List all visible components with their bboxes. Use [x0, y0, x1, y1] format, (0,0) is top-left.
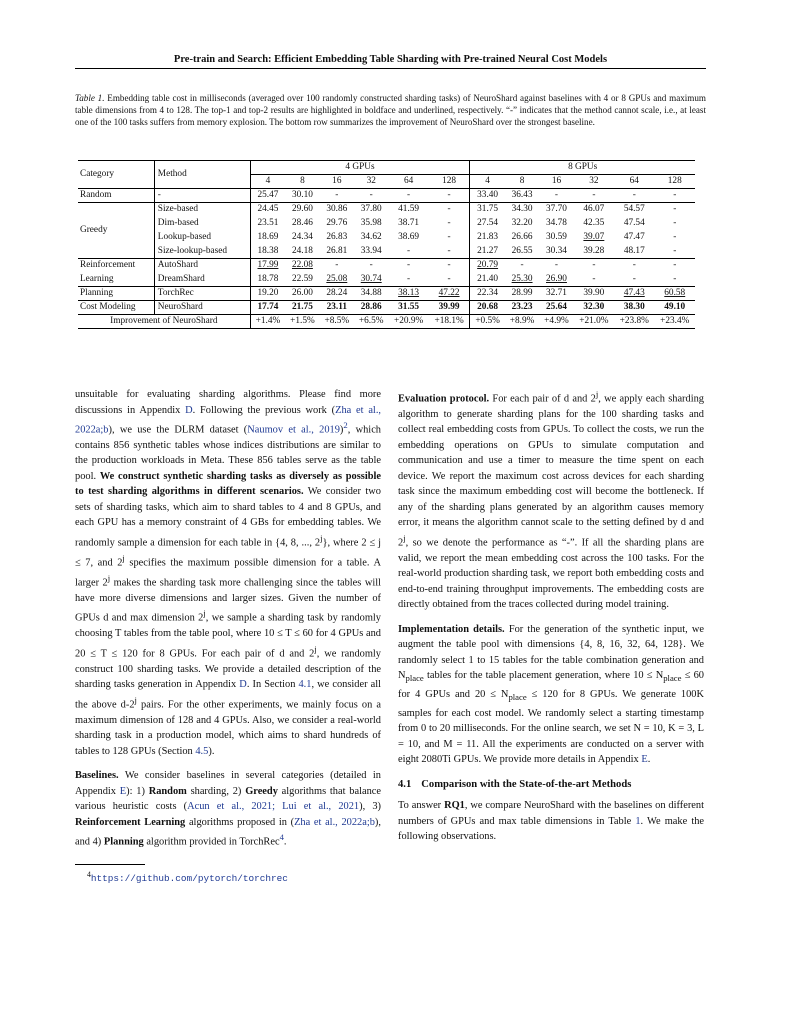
cost-cell: 29.76 — [326, 218, 348, 229]
header-dim: 8 — [300, 176, 305, 187]
torchrec-url-link[interactable]: https://github.com/pytorch/torchrec — [90, 873, 288, 885]
cost-cell: - — [554, 260, 559, 271]
cost-cell: 30.59 — [546, 232, 567, 243]
cost-cell: - — [554, 190, 559, 201]
cost-cell: 22.34 — [470, 287, 505, 301]
cost-cell: 17.99 — [250, 259, 285, 273]
table-label: Table 1. — [75, 93, 105, 103]
section-heading-4-1: 4.1 Comparison with the State-of-the-art Methods — [398, 778, 632, 790]
appendix-d-link[interactable]: D — [185, 404, 193, 416]
left-column — [75, 387, 381, 885]
cost-cell: 37.70 — [546, 204, 567, 215]
header-dim: 128 — [442, 176, 457, 187]
cost-cell: - — [592, 260, 596, 271]
improvement-cell: +1.5% — [290, 316, 315, 327]
cost-cell: - — [369, 190, 373, 201]
cost-cell: 48.17 — [623, 245, 645, 256]
citation-zha-link-2[interactable]: Zha et al., 2022a;b — [294, 816, 375, 828]
row-method: AutoShard — [154, 259, 250, 273]
header-dim: 16 — [332, 176, 342, 187]
cost-cell: 22.08 — [291, 260, 313, 271]
cost-cell: 35.98 — [360, 218, 382, 229]
header-dim: 32 — [589, 176, 599, 187]
cost-cell: 26.83 — [326, 232, 348, 243]
cost-cell: - — [673, 204, 677, 215]
cost-cell: 28.99 — [511, 288, 533, 299]
cost-cell: 39.99 — [438, 302, 460, 313]
cost-cell: 47.43 — [623, 288, 645, 299]
row-category: Random — [80, 190, 112, 201]
appendix-e-link[interactable]: E — [119, 785, 127, 797]
footnote-4-marker[interactable]: 4 — [279, 832, 284, 843]
cost-cell: 21.27 — [470, 245, 505, 259]
improvement-cell: +18.1% — [434, 316, 464, 327]
header-dim: 64 — [629, 176, 639, 187]
cost-cell: 31.55 — [398, 302, 420, 313]
cost-cell: - — [447, 260, 451, 271]
improvement-cell: +4.9% — [544, 316, 569, 327]
table-1-link[interactable]: 1 — [635, 815, 641, 827]
cost-cell: 54.57 — [623, 204, 645, 215]
cost-cell: 25.30 — [511, 273, 533, 284]
table-row — [78, 287, 695, 301]
table-row — [78, 301, 695, 315]
cost-cell: 42.35 — [583, 218, 605, 229]
header-category: Category — [80, 169, 115, 180]
cost-cell: - — [632, 260, 636, 271]
results-table — [78, 160, 695, 329]
cost-cell: - — [592, 190, 596, 201]
cost-cell: - — [447, 245, 451, 256]
cost-cell: 33.94 — [360, 245, 382, 256]
cost-cell: 39.07 — [583, 232, 605, 243]
improvement-cell: +8.5% — [324, 316, 350, 327]
left-paragraph-baselines: Baselines. We consider baselines in several categories (detailed in Appendix E): 1) Random sharding, 2) Greedy algorithms that balance various heuristic costs (Acun et al., 2021; Lui et al., 2021), 3) Reinforcement Learning algorithms proposed in (Zha et al., 2022a;b), and 4) Planning algorithm provided in TorchRec$^4$. — [75, 770, 381, 848]
row-category: Greedy — [80, 225, 108, 236]
cost-cell: - — [447, 273, 451, 284]
section-4-1-link[interactable]: 4.1 — [298, 679, 312, 691]
cost-cell: 39.90 — [583, 288, 605, 299]
header-dim: 64 — [403, 176, 414, 187]
row-method: NeuroShard — [154, 301, 250, 315]
cost-cell: 18.38 — [250, 245, 285, 259]
cost-cell: - — [447, 232, 451, 243]
cost-cell: 60.58 — [664, 288, 686, 299]
left-paragraph-1: unsuitable for evaluating sharding algorithms. Please find more discussions in Appendix D. Following the previous work (Zha et al., 2022a;b), we use the DLRM dataset (Naumov et al., 2019)$^2$, which contains 856 synthetic tables whose indices distributions are similar to the production workloads in Meta. These 856 tables serve as the table pool. We construct synthetic sharding tasks as diversely as possible to test sharding algorithms in different scenarios. We consider two sets of sharding tasks, which aim to shard tables to 4 and 8 GPUs, and each GPU has a memory constraint of 4 GBs for embedding tables. We randomly sample a dimension for each table in {4, 8, ..., 2$^j$}, where 2 ≤ j ≤ 7, and 2$^j$ specifies the maximum possible dimension for a table. A larger 2$^j$ makes the sharding task more challenging since the tables will have more diverse dimensions and larger sizes. Given the number of GPUs d and max dimension 2$^j$, we sample a sharding task by randomly choosing T tables from the table pool, where 10 ≤ T ≤ 60 for 4 GPUs and 20 ≤ T ≤ 120 for 8 GPUs. For each pair of d and 2$^j$, we randomly construct 100 sharding tasks. We provide a detailed description of the sharding tasks generation in Appendix D. In Section 4.1, we consider all the above d-2$^j$ pairs. For the other experiments, we mainly focus on a maximum dimension of 128 and 4 GPUs. Also, we consider a real-world sharding task in a production model, which aims to shard hundreds of tables to 128 GPUs (Section 4.5). — [75, 389, 382, 757]
cost-cell: - — [369, 260, 373, 271]
cost-cell: 19.20 — [250, 287, 285, 301]
footnote-2-marker[interactable]: 2 — [343, 420, 348, 430]
cost-cell: 37.80 — [360, 204, 382, 215]
cost-cell: 25.08 — [326, 273, 348, 284]
header-dim: 4 — [470, 175, 505, 189]
footnote-4: $^4$https://github.com/pytorch/torchrec — [87, 870, 288, 885]
cost-cell: 21.75 — [291, 302, 313, 313]
row-category: Reinforcement — [80, 260, 136, 271]
cost-cell: - — [335, 190, 339, 201]
improvement-cell: +6.5% — [358, 316, 384, 327]
cost-cell: 34.88 — [360, 288, 382, 299]
cost-cell: - — [407, 273, 411, 284]
improvement-row — [78, 315, 695, 329]
improvement-cell: +23.4% — [660, 316, 690, 327]
cost-cell: 25.47 — [250, 189, 285, 203]
cost-cell: 20.79 — [470, 259, 505, 273]
row-method: Size-based — [154, 203, 250, 217]
improvement-cell: +8.9% — [509, 316, 535, 327]
row-category: Cost Modeling — [80, 302, 136, 313]
cost-cell: 36.43 — [511, 190, 533, 201]
cost-cell: 26.66 — [511, 232, 533, 243]
row-category: Planning — [80, 288, 114, 299]
right-paragraph-implementation: Implementation details. For the generation of the synthetic input, we augment the table pool with dimensions {4, 8, 16, 32, 64, 128}. We randomly select 1 to 15 tables for the table combination generation and $N_{place}$ tables for the table placement generation, where $10 \le N_{place} \le 60$ for 4 GPUs and $20 \le N_{place} \le 120$ for 8 GPUs. We generate 100K samples for each cost model. We randomly select a starting timestamp from 0 to 20 milliseconds. For the online search, we set N = 10, K = 3, L = 10, and M = 11. All the experiments are conducted on a server with eight 2080Ti GPUs. We provide more details in Appendix E. — [398, 623, 704, 766]
cost-cell: 21.83 — [470, 231, 505, 245]
cost-cell: 34.78 — [546, 218, 567, 229]
improvement-cell: +21.0% — [579, 316, 609, 327]
cost-cell: 18.78 — [250, 273, 285, 287]
cost-cell: 49.10 — [664, 302, 686, 313]
row-method: Lookup-based — [154, 231, 250, 245]
cost-cell: 28.86 — [360, 302, 382, 313]
header-4gpus: 4 GPUs — [250, 161, 470, 175]
citation-naumov-link[interactable]: Naumov et al., 2019 — [247, 424, 340, 436]
cost-cell: 32.20 — [511, 218, 533, 229]
footnote-rule — [75, 864, 145, 865]
cost-cell: 38.71 — [398, 218, 420, 229]
improvement-label: Improvement of NeuroShard — [110, 316, 218, 327]
cost-cell: 28.24 — [326, 288, 348, 299]
cost-cell: 47.22 — [438, 288, 460, 299]
cost-cell: 24.34 — [291, 232, 313, 243]
improvement-cell: +23.8% — [619, 316, 649, 327]
cost-cell: 33.40 — [470, 189, 505, 203]
cost-cell: - — [673, 273, 677, 284]
cost-cell: 23.23 — [511, 302, 533, 313]
cost-cell: 26.00 — [291, 288, 313, 299]
section-4-5-link[interactable]: 4.5 — [195, 745, 209, 757]
cost-cell: 31.75 — [470, 203, 505, 217]
running-header: Pre-train and Search: Efficient Embedding Table Sharding with Pre-trained Neural Cost Models — [75, 54, 706, 69]
row-method: Dim-based — [154, 217, 250, 231]
cost-cell: - — [407, 190, 411, 201]
key-claim: We construct synthetic sharding tasks as diversely as possible to test sharding algorithms in different scenarios. — [75, 470, 381, 498]
cost-cell: 27.54 — [470, 217, 505, 231]
cost-cell: 38.69 — [398, 232, 420, 243]
table-row — [78, 203, 695, 217]
cost-cell: - — [407, 260, 411, 271]
table-row — [78, 273, 695, 287]
cost-cell: 21.40 — [470, 273, 505, 287]
cost-cell: 30.86 — [326, 204, 348, 215]
cost-cell: 25.64 — [546, 302, 567, 313]
cost-cell: 26.55 — [511, 245, 533, 256]
cost-cell: 20.68 — [470, 301, 505, 315]
cost-cell: 30.10 — [291, 190, 313, 201]
cost-cell: - — [673, 245, 677, 256]
table-caption — [75, 93, 706, 129]
citation-zha-link[interactable]: Zha et al., 2022a;b — [75, 404, 382, 436]
table-row — [78, 231, 695, 245]
row-category: Learning — [80, 273, 114, 284]
cost-cell: 32.30 — [583, 302, 605, 313]
cost-cell: 30.34 — [546, 245, 567, 256]
citation-acun-link[interactable]: Acun et al., 2021; Lui et al., 2021 — [187, 801, 360, 813]
appendix-e-link-2[interactable]: E — [641, 754, 648, 766]
appendix-d-link-2[interactable]: D — [239, 679, 247, 691]
cost-cell: 34.62 — [360, 232, 382, 243]
table-row — [78, 189, 695, 203]
right-paragraph-evaluation: Evaluation protocol. For each pair of d and 2$^j$, we apply each sharding algorithm to generate sharding plans for the 100 sharding tasks and collect real embedding costs from GPUs. To collect the costs, we run the embedding operations on GPUs to simulate computation and communication and use a timer to measure the time spent on each device. We report the maximum cost across devices for each sharding task since the maximum embedding cost will become the bottleneck. If any of the sharding plans generated by an algorithm causes memory error, it means the algorithm cannot scale to the setting defined by d and 2$^j$, so we denote the performance as “-”. If all the sharding plans are valid, we report the mean embedding cost across the 100 tasks. For the real-world production sharding task, we report both embedding costs and end-to-end training throughput improvements. The embedding costs are directly obtained from the traces collected during model training. — [398, 389, 704, 611]
cost-cell: 32.71 — [546, 288, 567, 299]
header-method: Method — [154, 161, 250, 189]
cost-cell: - — [407, 245, 411, 256]
cost-cell: 26.81 — [326, 245, 348, 256]
cost-cell: 38.13 — [398, 288, 420, 299]
cost-cell: 39.28 — [583, 245, 605, 256]
table-row — [78, 217, 695, 231]
cost-cell: 47.47 — [623, 232, 645, 243]
cost-cell: - — [673, 232, 677, 243]
cost-cell: - — [447, 218, 451, 229]
cost-cell: 30.74 — [360, 273, 382, 284]
right-paragraph-rq1: To answer RQ1, we compare NeuroShard with the baselines on different numbers of GPUs and max table dimensions in Table 1. We make the following observations. — [398, 800, 705, 843]
cost-cell: - — [673, 260, 677, 271]
cost-cell: 46.07 — [583, 204, 605, 215]
cost-cell: 28.46 — [291, 218, 313, 229]
cost-cell: 26.90 — [546, 273, 567, 284]
improvement-cell: +20.9% — [393, 316, 424, 327]
row-method: TorchRec — [154, 287, 250, 301]
header-dim: 32 — [366, 176, 376, 187]
cost-cell: 34.30 — [511, 204, 533, 215]
table-row — [78, 245, 695, 259]
header-dim: 8 — [519, 176, 525, 187]
header-8gpus: 8 GPUs — [470, 161, 695, 175]
right-column — [398, 387, 704, 854]
cost-cell: - — [673, 190, 677, 201]
header-dim: 4 — [250, 175, 285, 189]
cost-cell: - — [447, 190, 451, 201]
row-method: Size-lookup-based — [154, 245, 250, 259]
cost-cell: 18.69 — [250, 231, 285, 245]
cost-cell: 22.59 — [291, 273, 313, 284]
cost-cell: - — [335, 260, 339, 271]
cost-cell: - — [447, 204, 451, 215]
cost-cell: - — [632, 273, 636, 284]
table-row — [78, 259, 695, 273]
improvement-cell: +1.4% — [250, 315, 285, 329]
cost-cell: 17.74 — [250, 301, 285, 315]
cost-cell: 23.11 — [326, 302, 348, 313]
caption-text: Embedding table cost in milliseconds (averaged over 100 randomly constructed sharding tasks) of NeuroShard against baselines with 4 or 8 GPUs and maximum table dimensions from 4 to 128. The top-1 and top-2 results are highlighted in boldface and underlined, respectively. “-” indicates that the method cannot scale, i.e., at least one of the 100 tasks suffers from memory explosion. The bottom row summarizes the improvement of NeuroShard over the strongest baseline. — [75, 93, 706, 127]
cost-cell: 24.18 — [291, 245, 313, 256]
cost-cell: 29.60 — [291, 204, 313, 215]
cost-cell: 38.30 — [623, 302, 645, 313]
cost-cell: - — [632, 190, 636, 201]
cost-cell: 41.59 — [398, 204, 420, 215]
cost-cell: - — [592, 273, 596, 284]
improvement-cell: +0.5% — [470, 315, 505, 329]
cost-cell: 23.51 — [250, 217, 285, 231]
row-method: - — [154, 189, 250, 203]
row-method: DreamShard — [154, 273, 250, 287]
cost-cell: - — [520, 260, 524, 271]
cost-cell: 24.45 — [250, 203, 285, 217]
cost-cell: - — [673, 218, 677, 229]
header-dim: 16 — [551, 176, 562, 187]
cost-cell: 47.54 — [623, 218, 645, 229]
header-dim: 128 — [667, 176, 682, 187]
